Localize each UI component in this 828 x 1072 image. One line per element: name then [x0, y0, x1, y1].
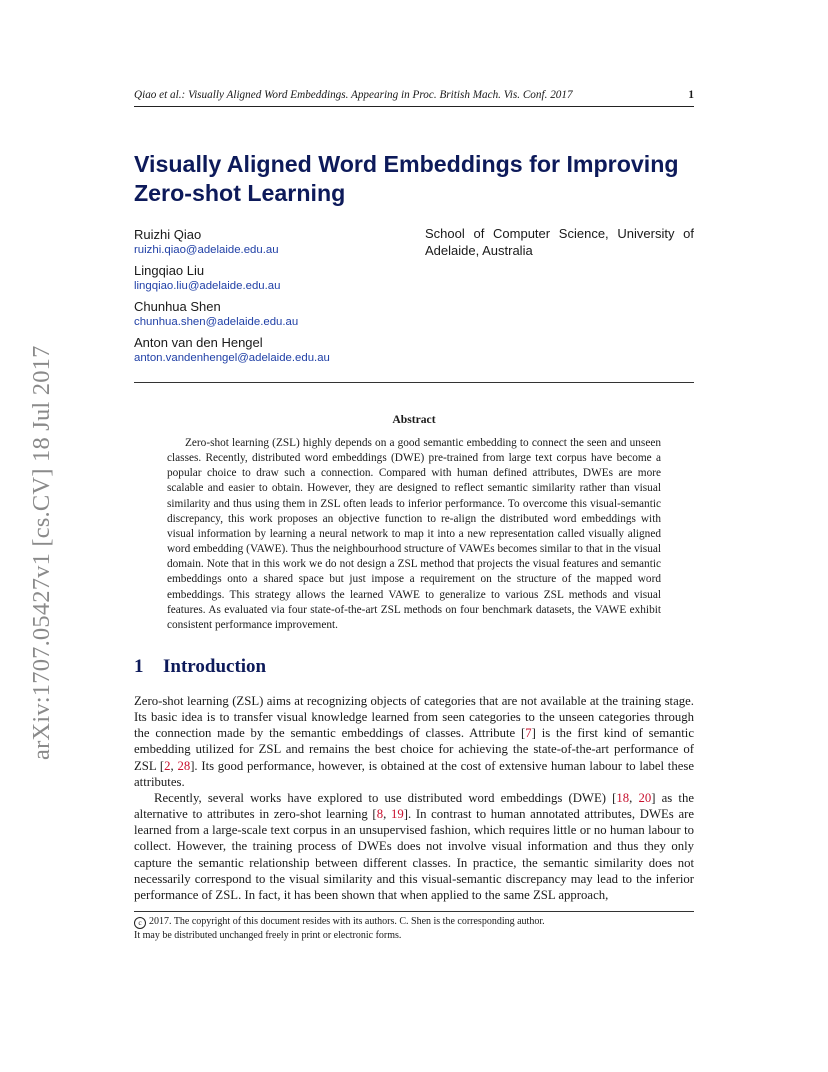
abstract-text: Zero-shot learning (ZSL) highly depends on a good semantic embedding to connect the seen and unseen classes. Recently, distributed word embeddings (DWE) pre-trained from large text corpus have become a popular choice to draw such a connection. Compared with human defined attributes, DWEs are more scalable and easier to obtain. However, they are designed to reflect semantic similarity rather than visual similarity and thus using them in ZSL often leads to inferior performance. To overcome this visual-semantic discrepancy, this work proposes an objective function to re-align the distributed word embeddings with visual information by learning a neural network to map it into a new representation called visually aligned word embedding (VAWE). Thus the neighbourhood structure of VAWEs becomes similar to that in the visual domain. Note that in this work we do not design a ZSL method that projects the visual features and semantic embeddings onto a shared space but just impose a requirement on the structure of the mapped word embeddings. This strategy allows the learned VAWE to generalize to various ZSL methods and visual features. As evaluated via four state-of-the-art ZSL methods on four benchmark datasets, the VAWE exhibit consistent performance improvement. — [167, 437, 661, 631]
citation-link[interactable]: 19 — [390, 807, 404, 822]
header-divider — [134, 382, 694, 383]
section-number: 1 — [134, 656, 144, 677]
author-entry — [134, 262, 424, 293]
section-title: Introduction — [163, 656, 267, 677]
citation-link[interactable]: 20 — [638, 790, 652, 805]
running-header-text: Qiao et al.: Visually Aligned Word Embeddings. Appearing in Proc. British Mach. Vis. Conf. 2017 — [134, 89, 573, 101]
affiliation: School of Computer Science, University of Adelaide, Australia — [425, 226, 694, 258]
author-email-link[interactable]: chunhua.shen@adelaide.edu.au — [134, 316, 299, 328]
footnote-divider — [134, 911, 694, 912]
abstract-heading: Abstract — [392, 413, 436, 426]
page-number: 1 — [688, 89, 694, 101]
copyright-icon: c — [134, 917, 146, 929]
section-heading-introduction — [134, 655, 694, 679]
author-entry — [134, 226, 424, 257]
citation-link[interactable]: 7 — [525, 726, 532, 741]
author-entry — [134, 334, 424, 365]
author-name: Chunhua Shen — [134, 299, 221, 314]
running-header — [134, 87, 694, 107]
footnote-line: c 2017. The copyright of this document resides with its authors. C. Shen is the corresponding author. — [134, 915, 694, 929]
arxiv-stamp: arXiv:1707.05427v1 [cs.CV] 18 Jul 2017 — [28, 345, 55, 760]
author-name: Lingqiao Liu — [134, 263, 205, 278]
citation-link[interactable]: 2 — [164, 758, 171, 773]
author-email-link[interactable]: anton.vandenhengel@adelaide.edu.au — [134, 352, 330, 364]
author-name: Anton van den Hengel — [134, 335, 263, 350]
citation-link[interactable]: 28 — [177, 758, 191, 773]
paper-title: Visually Aligned Word Embeddings for Improving Zero-shot Learning — [134, 151, 679, 206]
intro-paragraph: Zero-shot learning (ZSL) aims at recognizing objects of categories that are not available at the training stage. Its basic idea is to transfer visual knowledge learned from seen categories to the unseen categories through the connection made by the semantic embeddings of classes. Attribute [7] is the first kind of semantic embedding utilized for ZSL and remains the best choice for achieving the state-of-the-art performance of ZSL [2, 28]. Its good performance, however, is obtained at the cost of extensive human labour to label these attributes. — [134, 694, 694, 789]
author-entry — [134, 298, 424, 329]
author-email-link[interactable]: ruizhi.qiao@adelaide.edu.au — [134, 244, 279, 256]
author-email-link[interactable]: lingqiao.liu@adelaide.edu.au — [134, 280, 281, 292]
copyright-footnote — [134, 915, 694, 943]
citation-link[interactable]: 8 — [376, 807, 384, 822]
intro-paragraph: Recently, several works have explored to use distributed word embeddings (DWE) [18, 20] as the alternative to attributes in zero-shot learning [8, 19]. In contrast to human annotated attributes, DWEs are learned from a large-scale text corpus in an unsupervised fashion, which requires little or no human labour to collect. However, the training process of DWEs does not involve visual information and thus they only capture the semantic relationship between different classes. In practice, the semantic similarity does not necessarily correspond to the visual similarity and this visual-semantic discrepancy may lead to the inferior performance of ZSL. In fact, it has been shown that when applied to the same ZSL approach, — [134, 790, 695, 902]
author-list — [134, 226, 424, 370]
citation-link[interactable]: 18 — [616, 790, 630, 805]
introduction-body — [134, 693, 694, 903]
author-name: Ruizhi Qiao — [134, 227, 202, 242]
footnote-line: It may be distributed unchanged freely in print or electronic forms. — [134, 930, 402, 941]
